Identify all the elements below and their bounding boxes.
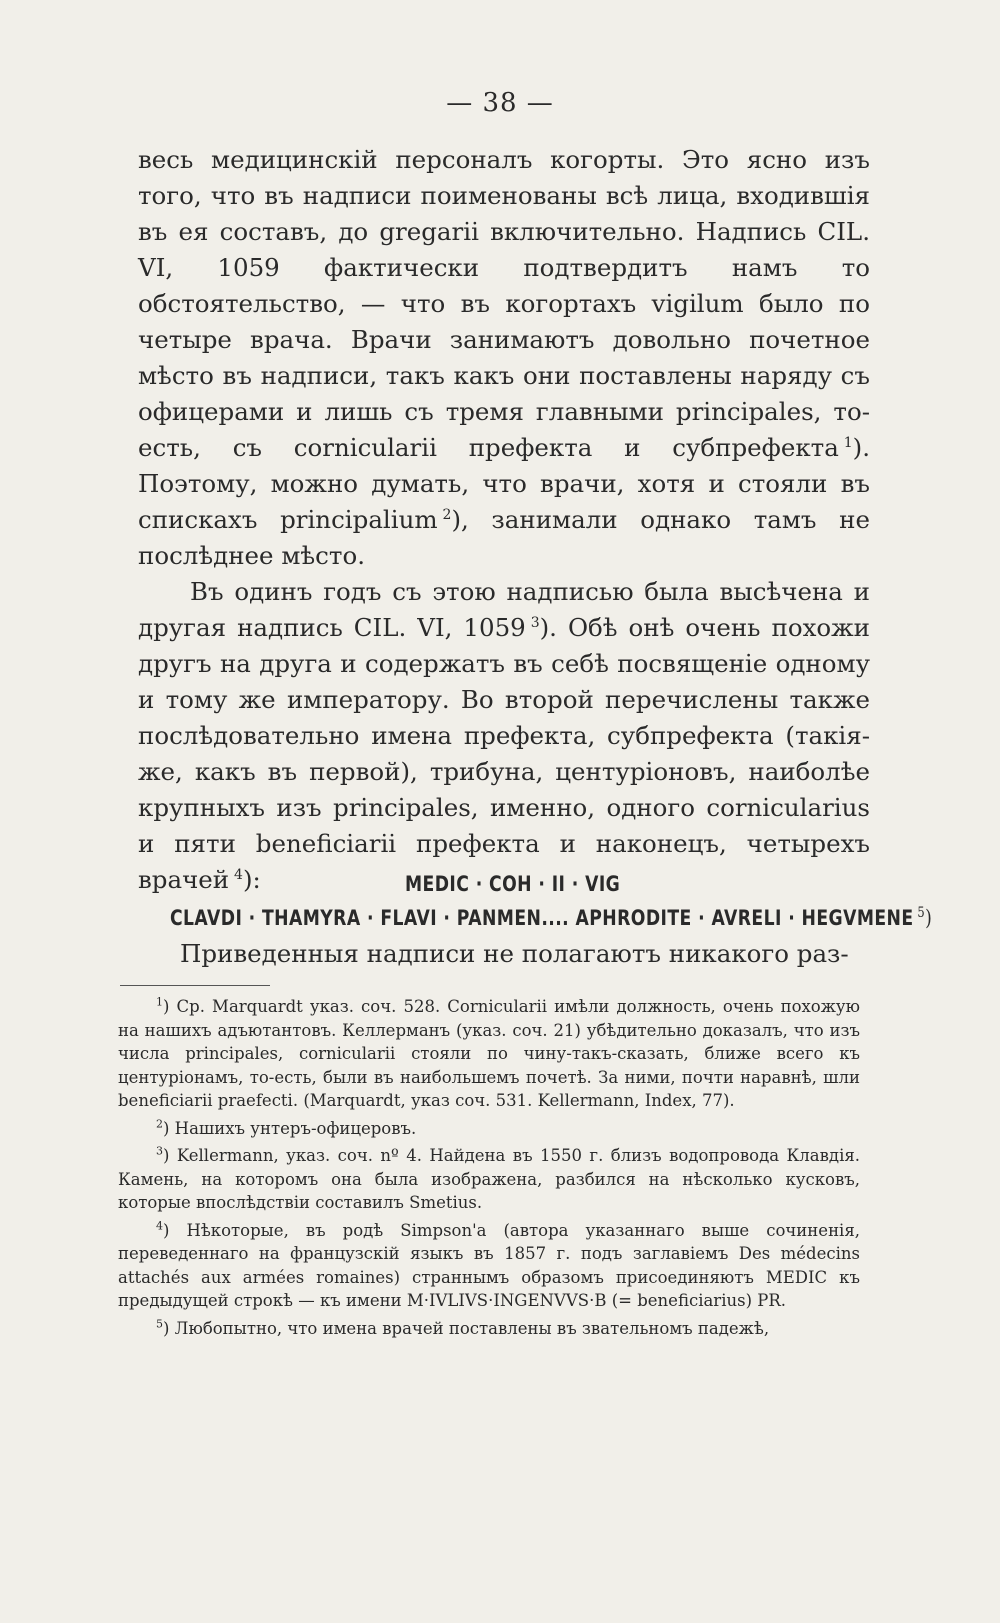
footnote-separator — [120, 985, 270, 986]
paragraph-1-end: ), занимали однако тамъ не послѣднее мѣсто. — [138, 505, 870, 570]
paragraph-1-mid: ). Поэтому, можно думать, что врачи, хотя и стояли въ спискахъ principalium — [138, 433, 870, 534]
footnote-ref-4: 4 — [234, 866, 243, 883]
footnote-3 — [118, 1144, 860, 1215]
footnote-2 — [118, 1117, 860, 1141]
inscription-line-2-text: CLAVDI · THAMYRA · FLAVI · PANMEN.... APHRODITE · AVRELI · HEGVMENE — [170, 906, 914, 930]
inscription-line-1: MEDIC · COH · II · VIG — [405, 872, 621, 896]
footnote-3-mark: 3 — [156, 1144, 163, 1158]
paragraph-2-tail: ): — [242, 865, 261, 894]
footnote-ref-1: 1 — [843, 434, 853, 451]
paragraph-2-text: Въ одинъ годъ съ этою надписью была высѣчена и другая надпись CIL. VI, 1059 — [138, 577, 870, 642]
footnote-5 — [118, 1317, 860, 1341]
continuation-line: Приведенныя надписи не полагаютъ никакого раз- — [180, 939, 849, 968]
footnote-4-mark: 4 — [156, 1219, 163, 1232]
footnote-4 — [118, 1219, 860, 1313]
footnote-2-text: ) Нашихъ унтеръ-офицеровъ. — [163, 1118, 417, 1138]
footnotes — [118, 995, 860, 1344]
footnote-ref-2: 2 — [442, 506, 452, 523]
footnote-ref-5: 5 — [917, 905, 926, 921]
main-text — [138, 142, 870, 898]
page-number: — 38 — — [446, 88, 554, 118]
footnote-1-text: ) Ср. Marquardt указ. соч. 528. Cornicularii имѣли должность, очень похожую на нашихъ адъютантовъ. Келлерманъ (указ. соч. 21) убѣдительно доказалъ, что изъ числа principales, cornicularii стояли по чину-такъ-сказать, ближе всего къ центуріонамъ, то-есть, были въ наибольшемъ почетѣ. За ними, почти наравнѣ, шли beneficiarii praefecti. (Marquardt, указ соч. 531. Kellermann, Index, 77). — [118, 997, 860, 1110]
paragraph-2-end: ). Обѣ онѣ очень похожи другъ на друга и содержатъ въ себѣ посвященіе одному и тому же императору. Во второй перечислены также послѣдовательно имена префекта, субпрефекта (такія-же, какъ въ первой), трибуна, центуріоновъ, наиболѣе крупныхъ изъ principales, именно, одного cornicularius и пяти beneficiarii префекта и наконецъ, четырехъ врачей — [138, 613, 871, 894]
inscription-tail: ) — [925, 906, 933, 930]
paragraph-1-text: весь медицинскій персоналъ когорты. Это ясно изъ того, что въ надписи поименованы всѣ лица, входившія въ ея составъ, до gregarii включительно. Надпись CIL. VI, 1059 фактически подтвердитъ намъ то обстоятельство, — что въ когортахъ vigilum было по четыре врача. Врачи занимаютъ довольно почетное мѣсто въ надписи, такъ какъ они поставлены наряду съ офицерами и лишь съ тремя главными principales, то-есть, съ cornicularii префекта и субпрефекта — [138, 145, 870, 462]
inscription-line-2 — [170, 905, 933, 930]
paragraph-1 — [138, 142, 870, 574]
footnote-4-text: ) Нѣкоторые, въ родѣ Simpson'а (автора указаннаго выше сочиненія, переведеннаго на французскій языкъ въ 1857 г. подъ заглавіемъ Des médecins attachés aux armées romaines) страннымъ образомъ присоединяютъ MEDIC къ предыдущей строкѣ — къ имени M·IVLIVS·INGENVVS·B (= beneficiarius) PR. — [118, 1220, 860, 1310]
footnote-5-text: ) Любопытно, что имена врачей поставлены въ звательномъ падежѣ, — [163, 1318, 770, 1338]
footnote-2-mark: 2 — [156, 1117, 163, 1130]
footnote-1-mark: 1 — [156, 995, 163, 1009]
footnote-1 — [118, 995, 860, 1113]
footnote-5-mark: 5 — [156, 1317, 163, 1330]
footnote-3-text: ) Kellermann, указ. соч. nº 4. Найдена въ 1550 г. близъ водопровода Клавдія. Камень, на которомъ она была изображена, разбился на нѣсколько кусковъ, которые впослѣдствіи составилъ Smetius. — [118, 1146, 860, 1212]
footnote-ref-3: 3 — [530, 614, 540, 631]
paragraph-2 — [138, 574, 870, 898]
